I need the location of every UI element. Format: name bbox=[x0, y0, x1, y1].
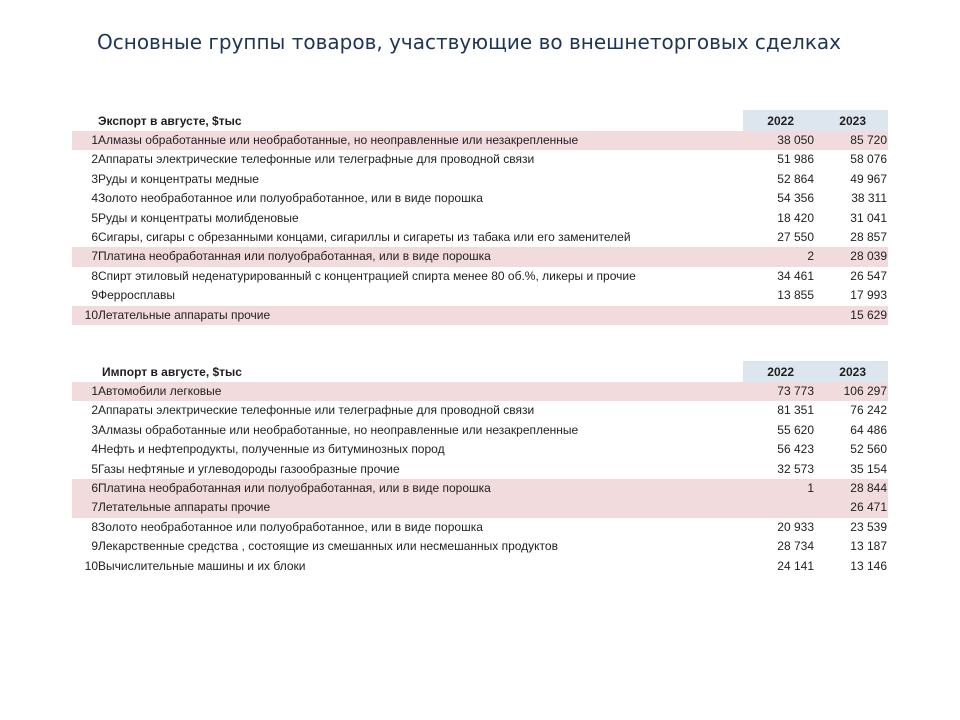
value-2022: 28 734 bbox=[777, 539, 814, 554]
row-number: 10 bbox=[84, 307, 98, 322]
year-2023-header: 2023 bbox=[839, 114, 866, 128]
product-name: Золото необработанное или полуобработанное, или в виде порошка bbox=[98, 191, 483, 206]
export-table-header bbox=[72, 110, 888, 131]
page-title: Основные группы товаров, участвующие во внешнеторговых сделках bbox=[97, 30, 841, 54]
product-name: Летательные аппараты прочие bbox=[98, 307, 271, 322]
row-number: 3 bbox=[91, 171, 98, 186]
value-2022: 34 461 bbox=[777, 268, 814, 283]
value-2022: 1 bbox=[807, 480, 814, 495]
row-number: 1 bbox=[91, 133, 98, 147]
table-row bbox=[72, 150, 888, 169]
product-name: Аппараты электрические телефонные или телеграфные для проводной связи bbox=[98, 403, 535, 418]
row-number: 5 bbox=[91, 461, 98, 476]
table-row bbox=[72, 460, 888, 479]
value-2023: 28 844 bbox=[850, 480, 887, 495]
product-name: Ферросплавы bbox=[98, 288, 175, 303]
value-2023: 58 076 bbox=[850, 152, 887, 167]
product-name: Руды и концентраты молибденовые bbox=[98, 210, 299, 225]
year-2022-header: 2022 bbox=[767, 365, 794, 379]
year-2022-header: 2022 bbox=[767, 114, 794, 128]
table-row bbox=[72, 306, 888, 325]
table-row bbox=[72, 382, 888, 401]
value-2022: 27 550 bbox=[777, 229, 814, 244]
table-row bbox=[72, 228, 888, 247]
table-row bbox=[72, 518, 888, 537]
table-row bbox=[72, 479, 888, 498]
value-2022: 20 933 bbox=[777, 519, 814, 534]
value-2022: 2 bbox=[807, 249, 814, 264]
row-number: 9 bbox=[91, 288, 98, 303]
product-name: Лекарственные средства , состоящие из смешанных или несмешанных продуктов bbox=[98, 539, 558, 554]
value-2023: 13 146 bbox=[850, 558, 887, 573]
table-row bbox=[72, 537, 888, 556]
table-row bbox=[72, 557, 888, 576]
row-number: 4 bbox=[91, 191, 98, 206]
table-row bbox=[72, 131, 888, 150]
product-name: Газы нефтяные и углеводороды газообразные прочие bbox=[98, 461, 400, 476]
value-2023: 35 154 bbox=[850, 461, 887, 476]
value-2022: 73 773 bbox=[777, 384, 814, 398]
value-2022: 24 141 bbox=[777, 558, 814, 573]
product-name: Сигары, сигары с обрезанными концами, сигариллы и сигареты из табака или его заменителей bbox=[98, 229, 631, 244]
value-2022: 81 351 bbox=[777, 403, 814, 418]
export-table-body bbox=[72, 131, 888, 325]
product-name: Нефть и нефтепродукты, полученные из битуминозных пород bbox=[98, 442, 445, 457]
import-table-title: Импорт в августе, $тыс bbox=[102, 365, 242, 379]
value-2023: 52 560 bbox=[850, 442, 887, 457]
product-name: Золото необработанное или полуобработанное, или в виде порошка bbox=[98, 519, 483, 534]
value-2023: 38 311 bbox=[851, 191, 887, 206]
import-table-body bbox=[72, 382, 888, 576]
product-name: Автомобили легковые bbox=[98, 384, 222, 398]
value-2022: 55 620 bbox=[777, 422, 814, 437]
value-2022: 51 986 bbox=[777, 152, 814, 167]
value-2023: 13 187 bbox=[850, 539, 887, 554]
value-2022: 52 864 bbox=[777, 171, 814, 186]
product-name: Алмазы обработанные или необработанные, но неоправленные или незакрепленные bbox=[98, 133, 579, 147]
table-row bbox=[72, 440, 888, 459]
row-number: 7 bbox=[91, 249, 98, 264]
row-number: 3 bbox=[91, 422, 98, 437]
row-number: 2 bbox=[91, 403, 98, 418]
table-row bbox=[72, 247, 888, 266]
value-2023: 26 471 bbox=[850, 500, 887, 515]
value-2022: 18 420 bbox=[777, 210, 814, 225]
product-name: Платина необработанная или полуобработанная, или в виде порошка bbox=[98, 480, 491, 495]
row-number: 4 bbox=[91, 442, 98, 457]
value-2023: 64 486 bbox=[850, 422, 887, 437]
value-2022: 56 423 bbox=[777, 442, 814, 457]
product-name: Спирт этиловый неденатурированный с концентрацией спирта менее 80 об.%, ликеры и прочие bbox=[98, 268, 636, 283]
product-name: Летательные аппараты прочие bbox=[98, 500, 271, 515]
value-2023: 106 297 bbox=[843, 384, 887, 398]
value-2022: 32 573 bbox=[777, 461, 814, 476]
export-table bbox=[72, 110, 888, 325]
row-number: 5 bbox=[91, 210, 98, 225]
table-row bbox=[72, 421, 888, 440]
product-name: Аппараты электрические телефонные или телеграфные для проводной связи bbox=[98, 152, 535, 167]
product-name: Вычислительные машины и их блоки bbox=[98, 558, 306, 573]
row-number: 6 bbox=[91, 229, 98, 244]
product-name: Платина необработанная или полуобработанная, или в виде порошка bbox=[98, 249, 491, 264]
row-number: 8 bbox=[91, 268, 98, 283]
row-number: 10 bbox=[84, 558, 98, 573]
value-2023: 28 039 bbox=[850, 249, 887, 264]
table-row bbox=[72, 209, 888, 228]
year-2023-header: 2023 bbox=[839, 365, 866, 379]
row-number: 6 bbox=[91, 480, 98, 495]
value-2023: 23 539 bbox=[850, 519, 887, 534]
row-number: 7 bbox=[91, 500, 98, 515]
table-row bbox=[72, 189, 888, 208]
table-row bbox=[72, 498, 888, 517]
value-2023: 31 041 bbox=[850, 210, 887, 225]
value-2023: 49 967 bbox=[850, 171, 887, 186]
value-2022: 54 356 bbox=[777, 191, 814, 206]
import-table-header bbox=[72, 361, 888, 382]
table-row bbox=[72, 170, 888, 189]
row-number: 8 bbox=[91, 519, 98, 534]
table-row bbox=[72, 286, 888, 305]
value-2023: 28 857 bbox=[850, 229, 887, 244]
value-2022: 13 855 bbox=[777, 288, 814, 303]
row-number: 2 bbox=[91, 152, 98, 167]
table-row bbox=[72, 267, 888, 286]
value-2023: 85 720 bbox=[850, 133, 887, 147]
import-table bbox=[72, 361, 888, 576]
row-number: 9 bbox=[91, 539, 98, 554]
table-row bbox=[72, 401, 888, 420]
value-2023: 17 993 bbox=[850, 288, 887, 303]
row-number: 1 bbox=[91, 384, 98, 398]
value-2022: 38 050 bbox=[777, 133, 814, 147]
value-2023: 26 547 bbox=[850, 268, 887, 283]
value-2023: 76 242 bbox=[850, 403, 887, 418]
product-name: Алмазы обработанные или необработанные, но неоправленные или незакрепленные bbox=[98, 422, 579, 437]
value-2023: 15 629 bbox=[850, 307, 887, 322]
product-name: Руды и концентраты медные bbox=[98, 171, 259, 186]
export-table-title: Экспорт в августе, $тыс bbox=[98, 114, 242, 128]
